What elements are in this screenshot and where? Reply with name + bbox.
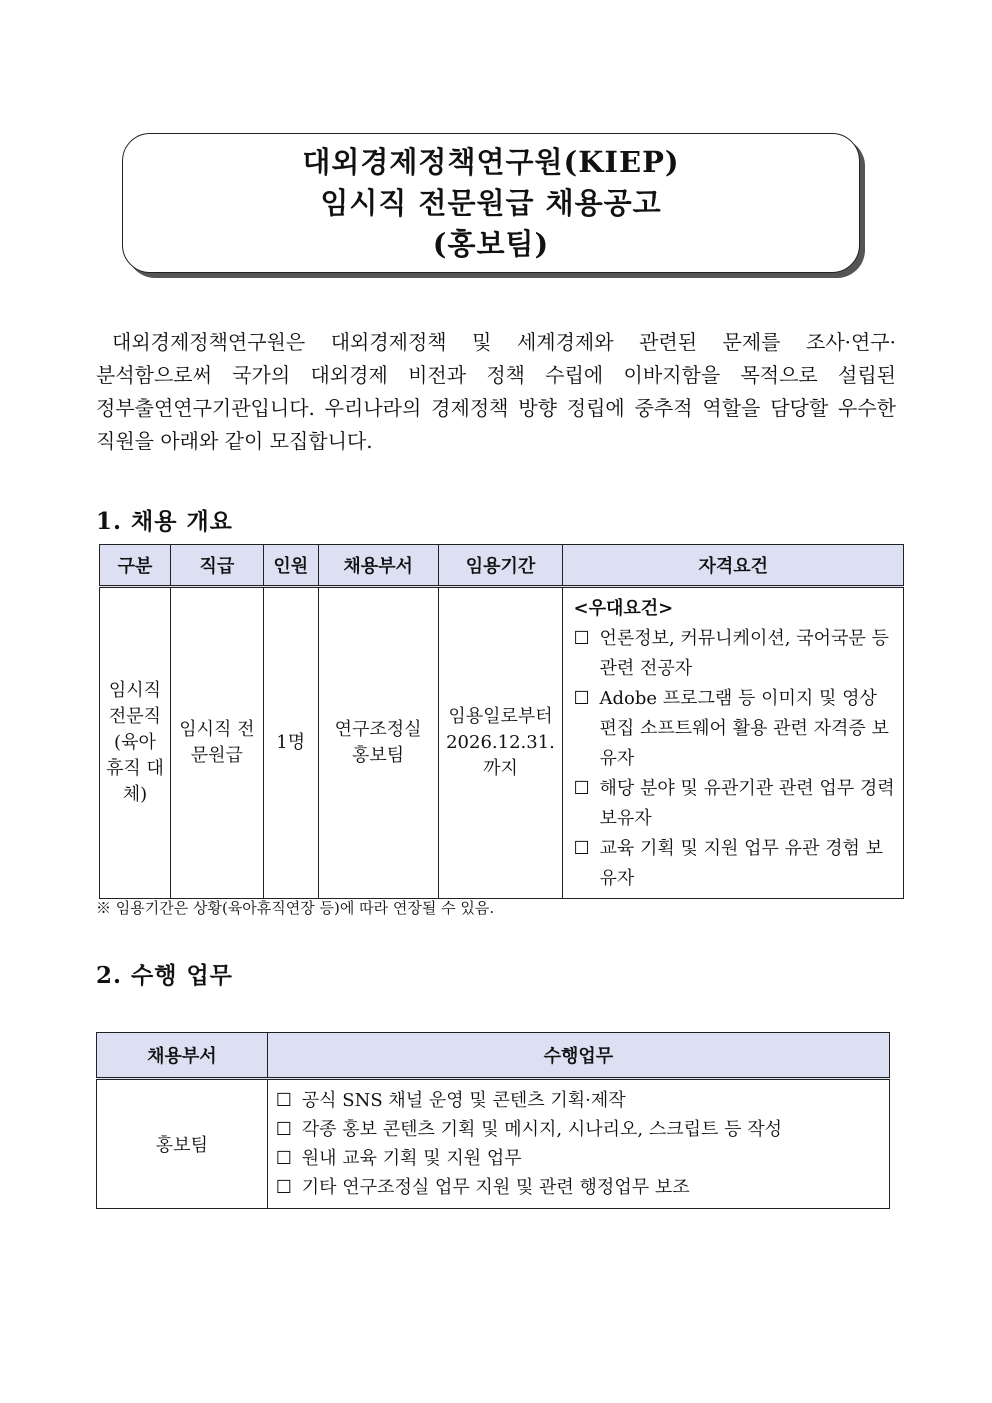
header-category: 구분	[100, 545, 171, 587]
header-requirements: 자격요건	[563, 545, 904, 587]
title-line-1: 대외경제정책연구원(KIEP)	[302, 144, 680, 179]
duty-text: 기타 연구조정실 업무 지원 및 관련 행정업무 보조	[301, 1177, 690, 1198]
duty-text: 각종 홍보 콘텐츠 기획 및 메시지, 시나리오, 스크립트 등 작성	[301, 1119, 783, 1140]
header-department: 채용부서	[97, 1033, 268, 1079]
recruitment-overview-table	[99, 544, 904, 899]
list-item	[573, 774, 897, 834]
title-box	[122, 133, 860, 273]
cell-grade: 임시직 전문원급	[170, 587, 263, 899]
checkbox-icon: ☐	[275, 1177, 292, 1198]
table-header-row	[97, 1033, 890, 1079]
checkbox-icon: ☐	[573, 628, 590, 649]
duty-text: 원내 교육 기획 및 지원 업무	[301, 1148, 522, 1169]
cell-count: 1명	[263, 587, 318, 899]
cell-category: 임시직 전문직 (육아 휴직 대체)	[100, 587, 171, 899]
duty-text: 공식 SNS 채널 운영 및 콘텐츠 기획·제작	[301, 1090, 626, 1111]
list-item	[573, 834, 897, 894]
list-item	[276, 1086, 883, 1115]
requirement-text: 교육 기획 및 지원 업무 유관 경험 보유자	[599, 838, 883, 889]
requirement-text: Adobe 프로그램 등 이미지 및 영상 편집 소프트웨어 활용 관련 자격증 보유자	[599, 688, 889, 769]
table-header-row	[100, 545, 904, 587]
header-period: 임용기간	[438, 545, 563, 587]
list-item	[276, 1173, 883, 1202]
table-row	[100, 587, 904, 899]
cell-department: 홍보팀	[97, 1079, 268, 1209]
intro-text: 대외경제정책연구원은 대외경제정책 및 세계경제와 관련된 문제를 조사·연구·분석함으로써 국가의 대외경제 비전과 정책 수립에 이바지함을 목적으로 설립된 정부출연연구기관입니다. 우리나라의 경제정책 방향 정립에 중추적 역할을 담당할 우수한 직원을 아래와 같이 모집합니다.	[96, 330, 896, 453]
checkbox-icon: ☐	[275, 1090, 292, 1111]
cell-duties	[267, 1079, 889, 1209]
header-count: 인원	[263, 545, 318, 587]
table-row	[97, 1079, 890, 1209]
duties-table	[96, 1032, 890, 1209]
list-item	[276, 1115, 883, 1144]
checkbox-icon: ☐	[573, 688, 590, 709]
header-duties: 수행업무	[267, 1033, 889, 1079]
period-note: ※ 임용기간은 상황(육아휴직연장 등)에 따라 연장될 수 있음.	[96, 899, 495, 917]
section-2-heading: 2. 수행 업무	[96, 962, 233, 989]
cell-period: 임용일로부터 2026.12.31. 까지	[438, 587, 563, 899]
header-grade: 직급	[170, 545, 263, 587]
checkbox-icon: ☐	[573, 838, 590, 859]
title-line-3: (홍보팀)	[432, 226, 550, 261]
cell-requirements	[563, 587, 904, 899]
checkbox-icon: ☐	[275, 1148, 292, 1169]
requirements-title: <우대요건>	[573, 598, 674, 619]
list-item	[573, 684, 897, 774]
section-1-heading: 1. 채용 개요	[96, 508, 233, 535]
checkbox-icon: ☐	[275, 1119, 292, 1140]
cell-department: 연구조정실 홍보팀	[318, 587, 438, 899]
requirement-text: 언론정보, 커뮤니케이션, 국어국문 등 관련 전공자	[599, 628, 889, 679]
header-department: 채용부서	[318, 545, 438, 587]
title-line-2: 임시직 전문원급 채용공고	[320, 185, 662, 220]
list-item	[276, 1144, 883, 1173]
list-item	[573, 624, 897, 684]
requirement-text: 해당 분야 및 유관기관 관련 업무 경력 보유자	[599, 778, 895, 829]
checkbox-icon: ☐	[573, 778, 590, 799]
intro-paragraph	[96, 326, 896, 458]
